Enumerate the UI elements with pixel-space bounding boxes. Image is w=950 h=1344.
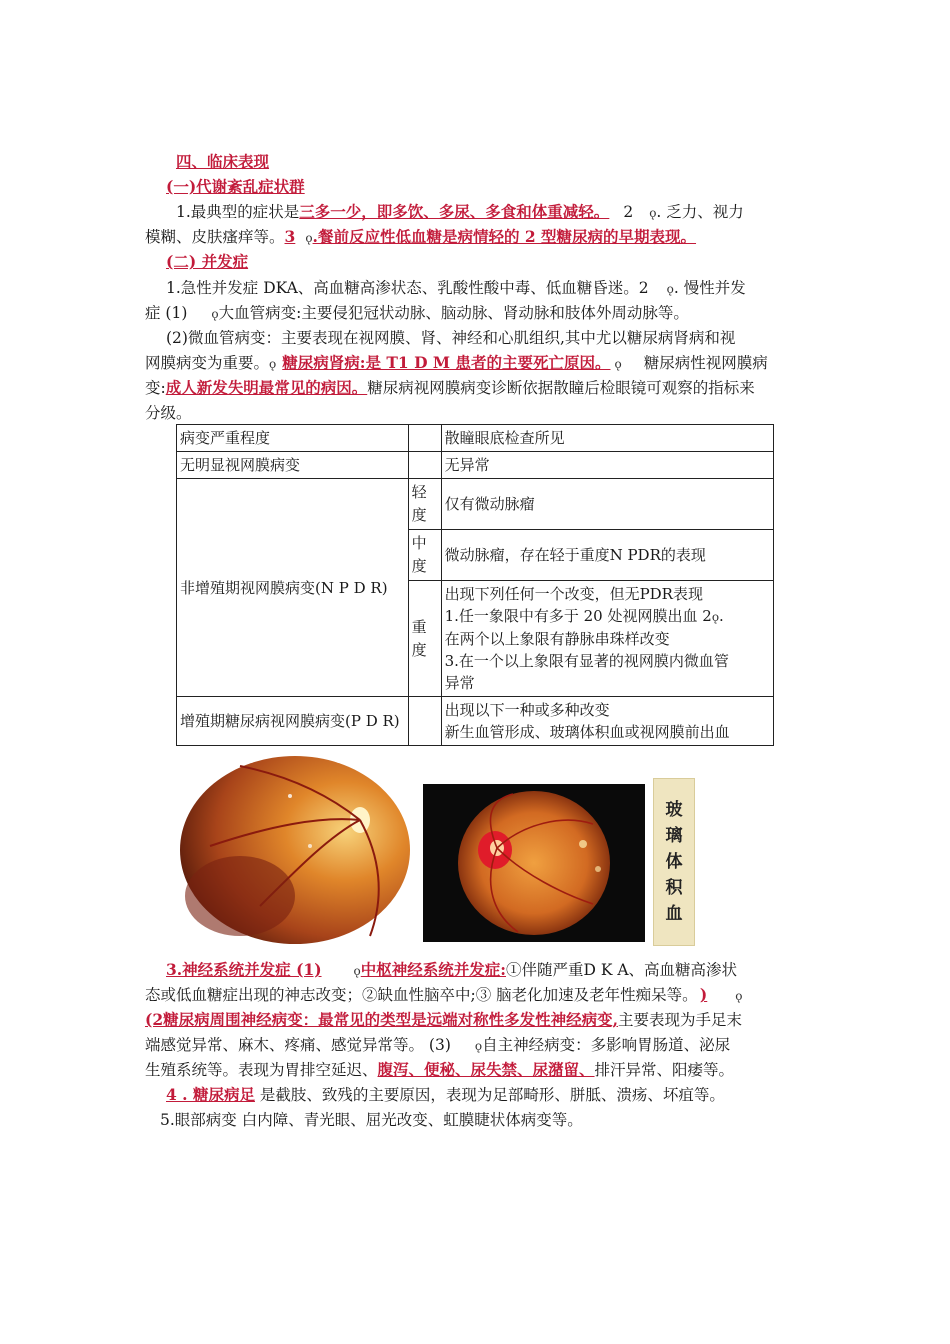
label-char: 血 — [665, 904, 683, 924]
table-cell-moderate: 中度 — [408, 530, 441, 581]
bullet-icon: ǫ — [666, 282, 674, 296]
paragraph-2-line-2: 症 (1) ǫ大血管病变:主要侵犯冠状动脉、脑动脉、肾动脉和肢体外周动脉等。 — [145, 304, 689, 322]
severe-line: 异常 — [444, 674, 475, 692]
table-cell-mild: 轻度 — [408, 479, 441, 530]
severe-line: 出现下列任何一个改变，但无PDR表现 — [444, 585, 703, 603]
bullet-icon: ǫ — [474, 1039, 483, 1053]
bullet-icon: ǫ — [353, 964, 361, 978]
bullet-icon: ǫ — [211, 307, 219, 321]
eye-disease-line: 5.眼部病变 白内障、青光眼、屈光改变、虹膜睫状体病变等。 — [160, 1111, 583, 1129]
bullet-icon: ǫ — [614, 357, 622, 371]
table-cell-pdr: 增殖期糖尿病视网膜病变(P D R) — [177, 697, 409, 746]
table-cell-npdr: 非增殖期视网膜病变(N P D R) — [177, 479, 409, 697]
table-row — [177, 697, 774, 746]
nerve-line-5: 生殖系统等。表现为胃排空延迟、腹泻、便秘、尿失禁、尿潴留、排汗异常、阳痿等。 — [145, 1060, 735, 1079]
table-cell: 仅有微动脉瘤 — [441, 479, 773, 530]
diabetic-foot-line: 4 . 糖尿病足 是截肢、致残的主要原因，表现为足部畸形、胼胝、溃疡、坏疽等。 — [166, 1085, 725, 1104]
label-char: 体 — [665, 852, 683, 872]
paragraph-3-line-1: (2)微血管病变：主要表现在视网膜、肾、神经和心肌组织,其中尤以糖尿病肾病和视 — [166, 329, 736, 347]
table-row — [177, 452, 774, 479]
label-char: 璃 — [665, 826, 683, 846]
label-char: 玻 — [665, 800, 683, 820]
table-cell-severe-desc — [441, 581, 773, 697]
pdr-line: 出现以下一种或多种改变 — [444, 701, 610, 719]
nerve-line-1: 3.神经系统并发症 (1) ǫ中枢神经系统并发症:①伴随严重D K A、高血糖高渗状 — [166, 960, 738, 979]
table-cell-pdr-desc — [441, 697, 773, 746]
paragraph-2-line-1: 1.急性并发症 DKA、高血糖高渗状态、乳酸性酸中毒、低血糖昏迷。2 ǫ. 慢性并发 — [166, 279, 746, 297]
table-cell: 无异常 — [441, 452, 773, 479]
fundus-photo-left — [180, 756, 410, 944]
retinopathy-grading-table — [176, 424, 774, 746]
table-cell: 微动脉瘤，存在轻于重度N PDR的表现 — [441, 530, 773, 581]
table-cell-severe: 重度 — [408, 581, 441, 697]
severe-line: 在两个以上象限有静脉串珠样改变 — [444, 630, 670, 648]
nerve-line-4: 端感觉异常、麻木、疼痛、感觉异常等。 (3) ǫ自主神经病变：多影响胃肠道、泌尿 — [145, 1036, 731, 1054]
paragraph-3-line-2: 网膜病变为重要。ǫ 糖尿病肾病:是 T1 D M 患者的主要死亡原因。 ǫ 糖尿病性视网膜病 — [145, 353, 768, 372]
paragraph-3-line-4: 分级。 — [145, 404, 192, 422]
bullet-icon: ǫ — [649, 206, 657, 220]
table-cell — [408, 452, 441, 479]
paragraph-1-line-2: 模糊、皮肤瘙痒等。3 ǫ.餐前反应性低血糖是病情轻的 2 型糖尿病的早期表现。 — [145, 227, 697, 246]
bullet-icon: ǫ — [711, 610, 720, 624]
label-char: 积 — [665, 878, 683, 898]
bullet-icon: ǫ — [735, 989, 743, 1003]
paragraph-3-line-3: 变:成人新发失明最常见的病因。糖尿病视网膜病变诊断依据散瞳后检眼镜可观察的指标来 — [145, 378, 755, 397]
subheading-complications: (二) 并发症 — [166, 252, 249, 271]
section-title: 四、临床表现 — [176, 152, 270, 171]
table-header-cell — [408, 425, 441, 452]
pdr-line: 新生血管形成、玻璃体积血或视网膜前出血 — [444, 723, 730, 741]
table-row — [177, 425, 774, 452]
table-row — [177, 479, 774, 530]
paragraph-1-line-1: 1.最典型的症状是三多一少，即多饮、多尿、多食和体重减轻。 2 ǫ. 乏力、视力 — [176, 202, 744, 221]
table-header-cell: 病变严重程度 — [177, 425, 409, 452]
table-header-cell: 散瞳眼底检查所见 — [441, 425, 773, 452]
subheading-metabolic: (一)代谢紊乱症状群 — [166, 177, 305, 196]
bullet-icon: ǫ — [269, 357, 277, 371]
nerve-line-2: 态或低血糖症出现的神志改变；②缺血性脑卒中;③ 脑老化加速及老年性痴呆等。 ) ǫ — [145, 985, 743, 1004]
severe-line: 3.在一个以上象限有显著的视网膜内微血管 — [444, 652, 729, 670]
table-cell: 无明显视网膜病变 — [177, 452, 409, 479]
nerve-line-3: (2糖尿病周围神经病变：最常见的类型是远端对称性多发性神经病变,主要表现为手足末 — [145, 1010, 743, 1029]
bullet-icon: ǫ — [305, 231, 313, 245]
table-cell — [408, 697, 441, 746]
severe-line: 1.任一象限中有多于 20 处视网膜出血 2ǫ. — [444, 607, 724, 625]
vitreous-hemorrhage-label — [653, 778, 695, 946]
fundus-photo-right — [423, 784, 645, 942]
